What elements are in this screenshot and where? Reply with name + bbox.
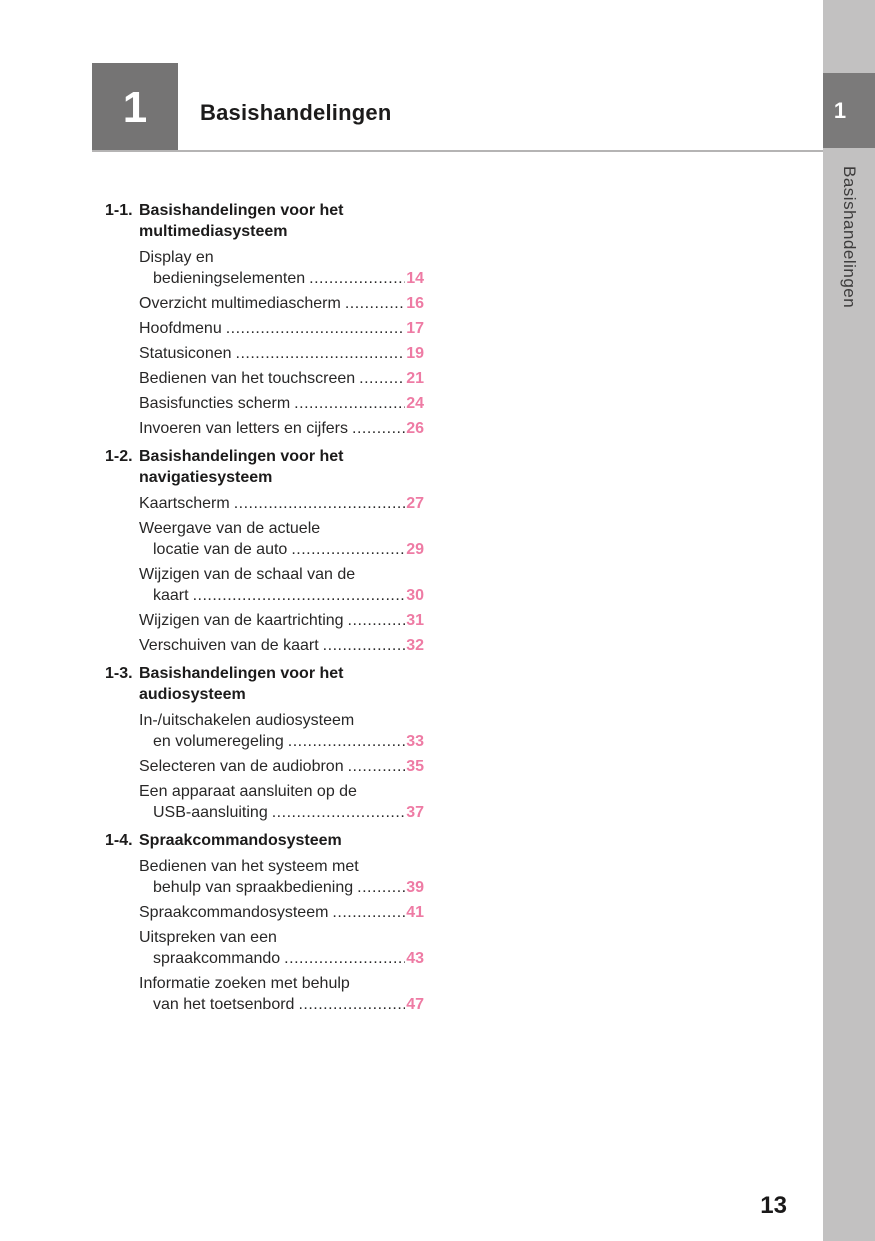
dot-leader	[294, 393, 405, 414]
toc-section-title	[139, 663, 424, 705]
dot-leader	[291, 539, 405, 560]
toc-entry-last-line	[139, 802, 424, 823]
toc-section	[105, 200, 424, 439]
toc-entry	[139, 610, 424, 631]
toc-section-heading	[105, 663, 424, 705]
toc-entry-page-ref: 14	[406, 270, 424, 287]
toc-entry-last-line	[139, 994, 424, 1015]
toc-entry-list	[105, 710, 424, 823]
toc-entry-text-line: Wijzigen van de schaal van de	[139, 566, 356, 583]
toc-entry-page-ref: 21	[406, 370, 424, 387]
toc-entry-text: bedieningselementen	[153, 270, 306, 287]
toc-entry-text: Overzicht multimediascherm	[139, 295, 341, 312]
toc-entry-text: Spraakcommandosysteem	[139, 904, 329, 921]
sidebar-chapter-tab	[823, 73, 875, 148]
toc-entry-last-line	[139, 318, 424, 339]
dot-leader	[359, 368, 405, 389]
toc-entry-page-ref: 16	[406, 295, 424, 312]
toc-entry-text: Statusiconen	[139, 345, 232, 362]
toc-entry-text-line: In-/uitschakelen audiosysteem	[139, 712, 355, 729]
toc-entry-page-ref: 33	[406, 733, 424, 750]
toc-entry-page-ref: 47	[406, 996, 424, 1013]
toc-section-number: 1-1.	[105, 202, 133, 219]
toc-entry	[139, 635, 424, 656]
toc-section-title	[139, 830, 424, 851]
toc-entry-page-ref: 35	[406, 758, 424, 775]
toc-entry	[139, 393, 424, 414]
toc-entry-text-line: Een apparaat aansluiten op de	[139, 783, 357, 800]
toc-entry-page-ref: 27	[406, 495, 424, 512]
toc-entry	[139, 247, 424, 289]
dot-leader	[345, 293, 405, 314]
toc-entry-last-line	[139, 877, 424, 898]
toc-section-heading	[105, 446, 424, 488]
toc-entry-last-line	[139, 493, 424, 514]
toc-entry-last-line	[139, 393, 424, 414]
dot-leader	[272, 802, 405, 823]
toc-entry-last-line	[139, 343, 424, 364]
toc-entry-page-ref: 26	[406, 420, 424, 437]
toc-section-title-line: navigatiesysteem	[139, 469, 273, 486]
chapter-number: 1	[122, 82, 148, 132]
toc-entry	[139, 927, 424, 969]
toc-entry-last-line	[139, 902, 424, 923]
toc-entry-page-ref: 41	[406, 904, 424, 921]
toc-entry-text: behulp van spraakbediening	[153, 879, 354, 896]
toc-entry-last-line	[139, 610, 424, 631]
page-title: Basishandelingen	[200, 99, 392, 125]
toc-entry-text: spraakcommando	[153, 950, 281, 967]
toc-entry	[139, 418, 424, 439]
toc-entry-text: en volumeregeling	[153, 733, 284, 750]
toc-entry-page-ref: 31	[406, 612, 424, 629]
toc-section-number: 1-3.	[105, 665, 133, 682]
toc-entry-last-line	[139, 585, 424, 606]
page-number: 13	[760, 1192, 787, 1219]
toc-section	[105, 663, 424, 823]
toc-entry-last-line	[139, 418, 424, 439]
dot-leader	[332, 902, 405, 923]
table-of-contents	[105, 200, 424, 1015]
toc-section-heading	[105, 200, 424, 242]
dot-leader	[226, 318, 405, 339]
toc-entry	[139, 493, 424, 514]
toc-entry	[139, 343, 424, 364]
toc-entry	[139, 781, 424, 823]
dot-leader	[193, 585, 406, 606]
header-divider	[92, 150, 823, 152]
dot-leader	[323, 635, 406, 656]
toc-section-number: 1-2.	[105, 448, 133, 465]
sidebar-tab-number: 1	[833, 97, 847, 123]
toc-section	[105, 446, 424, 656]
toc-entry-text: locatie van de auto	[153, 541, 288, 558]
toc-entry-last-line	[139, 731, 424, 752]
dot-leader	[348, 756, 406, 777]
toc-entry-page-ref: 17	[406, 320, 424, 337]
toc-entry	[139, 973, 424, 1015]
toc-entry-text-line: Weergave van de actuele	[139, 520, 321, 537]
toc-section-title-line: Basishandelingen voor het	[139, 202, 344, 219]
toc-entry-list	[105, 247, 424, 439]
toc-entry-last-line	[139, 293, 424, 314]
toc-entry-text-line: Bedienen van het systeem met	[139, 858, 359, 875]
toc-entry-text: van het toetsenbord	[153, 996, 295, 1013]
toc-entry	[139, 564, 424, 606]
toc-section-title-line: Basishandelingen voor het	[139, 448, 344, 465]
toc-section-title	[139, 200, 424, 242]
dot-leader	[348, 610, 406, 631]
toc-section-title-line: multimediasysteem	[139, 223, 288, 240]
toc-entry-text: Selecteren van de audiobron	[139, 758, 344, 775]
dot-leader	[298, 994, 405, 1015]
toc-entry-page-ref: 43	[406, 950, 424, 967]
dot-leader	[288, 731, 405, 752]
toc-section-title-line: Spraakcommandosysteem	[139, 832, 342, 849]
toc-entry-page-ref: 32	[406, 637, 424, 654]
toc-entry-text: kaart	[153, 587, 189, 604]
sidebar-chapter-label: Basishandelingen	[840, 166, 859, 309]
toc-section-title-line: audiosysteem	[139, 686, 246, 703]
toc-entry	[139, 518, 424, 560]
toc-entry-page-ref: 39	[406, 879, 424, 896]
toc-entry-last-line	[139, 539, 424, 560]
toc-section-number: 1-4.	[105, 832, 133, 849]
toc-section-title	[139, 446, 424, 488]
toc-section-title-line: Basishandelingen voor het	[139, 665, 344, 682]
toc-entry-text: Wijzigen van de kaartrichting	[139, 612, 344, 629]
dot-leader	[352, 418, 405, 439]
toc-entry	[139, 856, 424, 898]
toc-section-heading	[105, 830, 424, 851]
toc-entry-last-line	[139, 368, 424, 389]
chapter-sidebar-strip	[823, 0, 875, 1241]
dot-leader	[309, 268, 405, 289]
toc-entry-page-ref: 30	[406, 587, 424, 604]
toc-entry-last-line	[139, 268, 424, 289]
toc-entry	[139, 318, 424, 339]
toc-entry-text: Hoofdmenu	[139, 320, 222, 337]
toc-entry-text-line: Display en	[139, 249, 214, 266]
toc-entry-page-ref: 19	[406, 345, 424, 362]
toc-entry-list	[105, 856, 424, 1015]
toc-entry	[139, 902, 424, 923]
toc-entry-last-line	[139, 948, 424, 969]
toc-entry-text-line: Informatie zoeken met behulp	[139, 975, 350, 992]
toc-entry-text: USB-aansluiting	[153, 804, 268, 821]
toc-entry-list	[105, 493, 424, 656]
toc-entry-page-ref: 24	[406, 395, 424, 412]
toc-entry-page-ref: 29	[406, 541, 424, 558]
toc-entry-text: Kaartscherm	[139, 495, 230, 512]
toc-entry-text: Invoeren van letters en cijfers	[139, 420, 348, 437]
dot-leader	[234, 493, 406, 514]
dot-leader	[284, 948, 405, 969]
toc-entry-text: Bedienen van het touchscreen	[139, 370, 356, 387]
toc-entry-text: Basisfuncties scherm	[139, 395, 291, 412]
toc-entry-text: Verschuiven van de kaart	[139, 637, 319, 654]
toc-entry	[139, 293, 424, 314]
chapter-number-box	[92, 63, 178, 152]
dot-leader	[357, 877, 405, 898]
toc-entry-last-line	[139, 635, 424, 656]
toc-entry-last-line	[139, 756, 424, 777]
dot-leader	[236, 343, 406, 364]
toc-entry	[139, 368, 424, 389]
toc-entry-text-line: Uitspreken van een	[139, 929, 277, 946]
toc-entry	[139, 710, 424, 752]
toc-entry	[139, 756, 424, 777]
toc-entry-page-ref: 37	[406, 804, 424, 821]
toc-section	[105, 830, 424, 1015]
